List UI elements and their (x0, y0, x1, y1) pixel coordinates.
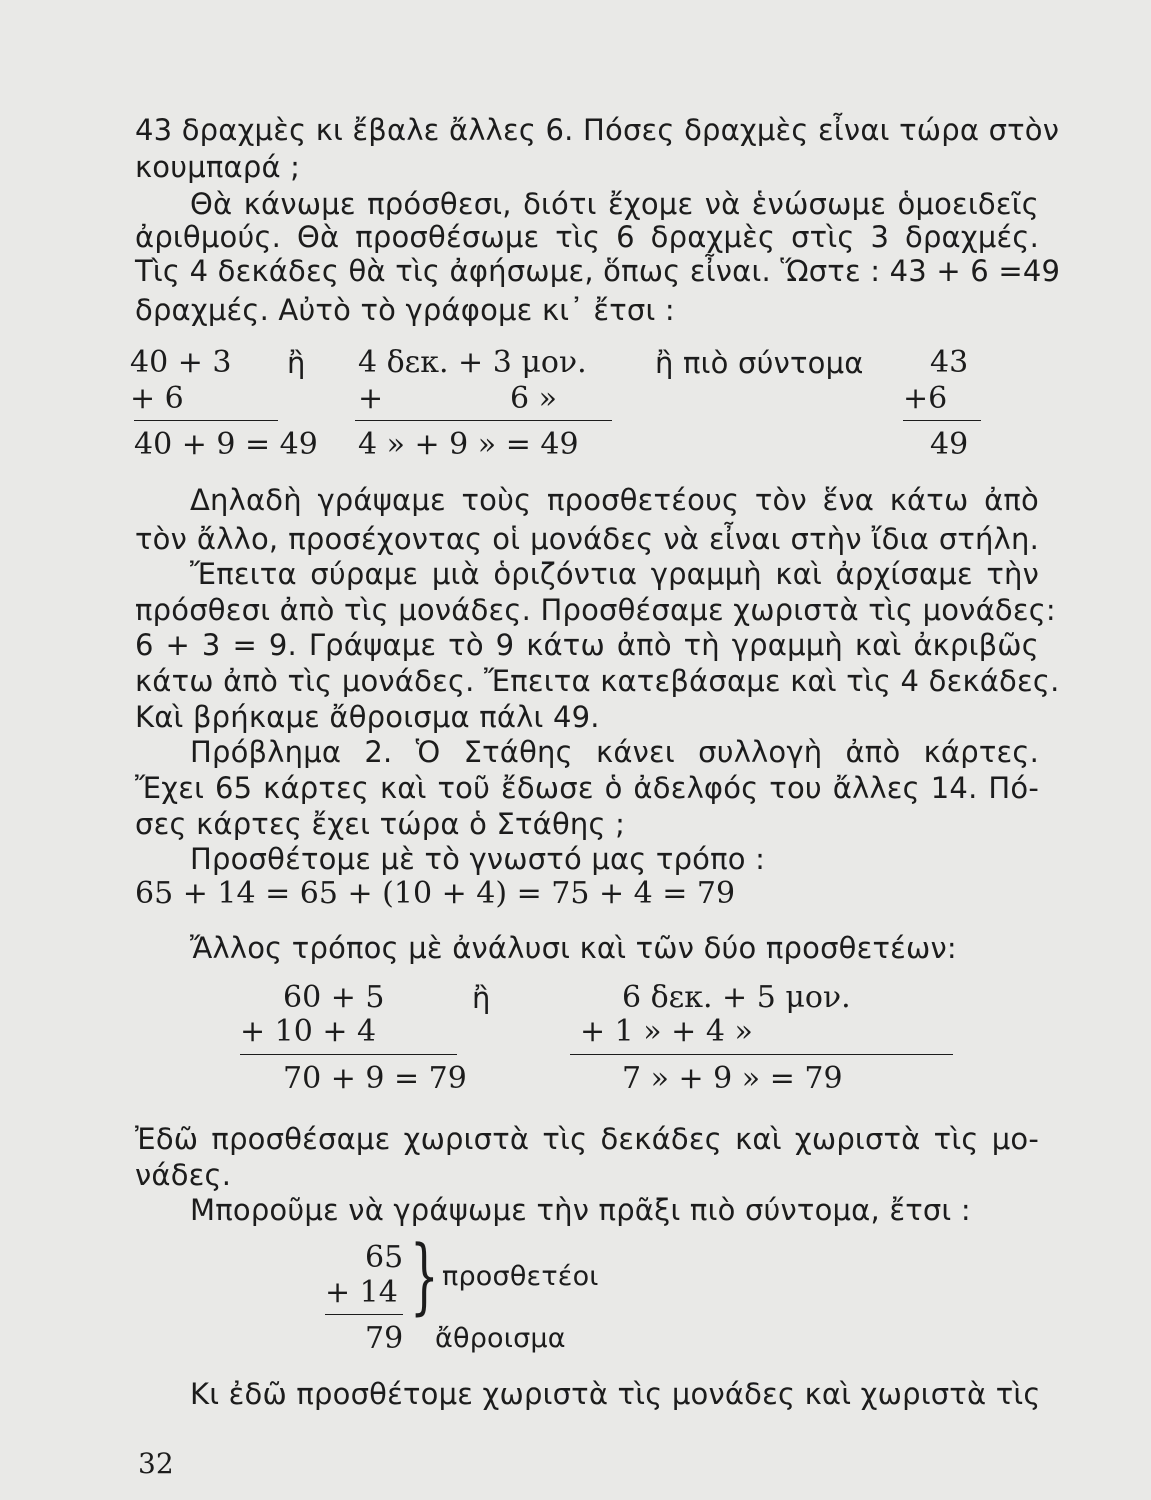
label-sum: ἄθροισμα (435, 1323, 566, 1354)
text-line: Ἄλλος τρόπος μὲ ἀνάλυσι καὶ τῶν δύο προσθετέων: (190, 931, 957, 965)
text-line: Θὰ κάνωμε πρόσθεσι, διότι ἔχομε νὰ ἑνώσωμε ὁμοειδεῖς (190, 187, 1039, 221)
label-addends: προσθετέοι (442, 1261, 599, 1292)
sum-line (240, 1054, 457, 1055)
text-line: κάτω ἀπὸ τὶς μονάδες. Ἔπειτα κατεβάσαμε καὶ τὶς 4 δεκάδες. (135, 664, 1060, 698)
or-word: ἢ (287, 346, 306, 380)
brace-symbol: } (410, 1229, 439, 1324)
example3-result: 79 (365, 1321, 404, 1356)
text-line: Δηλαδὴ γράψαμε τοὺς προσθετέους τὸν ἕνα κάτω ἀπὸ (190, 483, 1039, 517)
equation-line: 65 + 14 = 65 + (10 + 4) = 75 + 4 = 79 (135, 876, 736, 911)
text-line: 6 + 3 = 9. Γράψαμε τὸ 9 κάτω ἀπὸ τὴ γραμμὴ καὶ ἀκριβῶς (135, 628, 1039, 662)
page-number: 32 (138, 1447, 174, 1480)
or-word: ἢ (472, 981, 491, 1015)
example1-a-result: 40 + 9 = 49 (134, 427, 318, 462)
text-line: Μποροῦμε νὰ γράψωμε τὴν πρᾶξι πιὸ σύντομα, ἔτσι : (190, 1193, 971, 1227)
sum-line (570, 1054, 953, 1055)
text-line: Πρόβλημα 2. Ὁ Στάθης κάνει συλλογὴ ἀπὸ κάρτες. (190, 735, 1039, 769)
sum-line (134, 420, 278, 421)
text-line: Ἔπειτα σύραμε μιὰ ὁριζόντια γραμμὴ καὶ ἀρχίσαμε τὴν (190, 557, 1039, 591)
sum-line (325, 1314, 403, 1315)
example2-a-top: 60 + 5 (283, 980, 385, 1015)
example1-b-result: 4 » + 9 » = 49 (358, 427, 579, 462)
text-line: ἀριθμούς. Θὰ προσθέσωμε τὶς 6 δραχμὲς στὶς 3 δραχμές. (135, 220, 1039, 254)
text-line: νάδες. (135, 1158, 232, 1192)
text-line: 43 δραχμὲς κι ἔβαλε ἄλλες 6. Πόσες δραχμὲς εἶναι τώρα στὸν (135, 113, 1060, 147)
example2-a-mid: + 10 + 4 (240, 1014, 377, 1049)
text-line: δραχμές. Αὐτὸ τὸ γράφομε κι᾽ ἔτσι : (135, 293, 675, 327)
example1-b-mid: 6 » (510, 381, 557, 416)
sum-line (903, 420, 981, 421)
text-line: πρόσθεσι ἀπὸ τὶς μονάδες. Προσθέσαμε χωριστὰ τὶς μονάδες: (135, 593, 1056, 627)
example1-b-top: 4 δεκ. + 3 μον. (358, 345, 587, 380)
example1-a-mid: + 6 (130, 381, 184, 416)
example2-b-top: 6 δεκ. + 5 μον. (622, 980, 851, 1015)
text-line: Τὶς 4 δεκάδες θὰ τὶς ἀφήσωμε, ὅπως εἶναι. Ὥστε : 43 + 6 =49 (135, 254, 1061, 288)
text-line: Καὶ βρήκαμε ἄθροισμα πάλι 49. (135, 700, 600, 734)
text-line: τὸν ἄλλο, προσέχοντας οἱ μονάδες νὰ εἶναι στὴν ἴδια στήλη. (135, 522, 1039, 556)
or-shorter-text: ἢ πιὸ σύντομα (655, 346, 864, 380)
example3-top: 65 (365, 1240, 404, 1275)
text-line: κουμπαρά ; (135, 150, 301, 184)
example2-b-mid: + 1 » + 4 » (580, 1014, 753, 1049)
example2-b-result: 7 » + 9 » = 79 (622, 1061, 843, 1096)
sum-line (355, 420, 612, 421)
example1-c-result: 49 (930, 427, 969, 462)
example1-b-mid-plus: + (358, 381, 384, 416)
text-line: Ἔχει 65 κάρτες καὶ τοῦ ἔδωσε ὁ ἀδελφός του ἄλλες 14. Πό- (135, 771, 1039, 805)
text-line: Κι ἐδῶ προσθέτομε χωριστὰ τὶς μονάδες καὶ χωριστὰ τὶς (190, 1377, 1041, 1411)
text-line: σες κάρτες ἔχει τώρα ὁ Στάθης ; (135, 807, 626, 841)
example1-c-top: 43 (930, 345, 969, 380)
example3-mid: + 14 (325, 1275, 398, 1310)
example1-c-mid: +6 (903, 381, 948, 416)
text-line: Ἐδῶ προσθέσαμε χωριστὰ τὶς δεκάδες καὶ χωριστὰ τὶς μο- (135, 1122, 1039, 1156)
example1-a-top: 40 + 3 (130, 345, 232, 380)
example2-a-result: 70 + 9 = 79 (283, 1061, 467, 1096)
text-line: Προσθέτομε μὲ τὸ γνωστό μας τρόπο : (190, 842, 766, 876)
